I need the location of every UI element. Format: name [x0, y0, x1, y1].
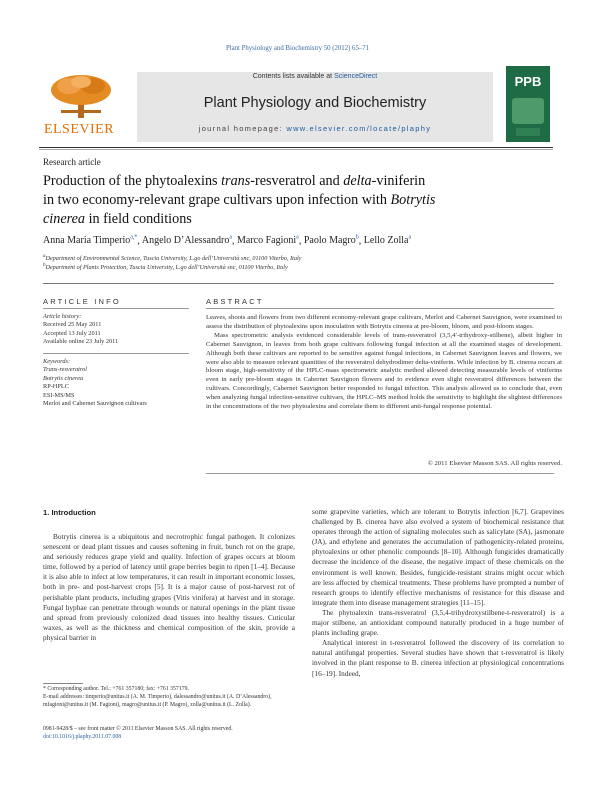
author-list: Anna Maria Timperio$^{a,*}$, Angelo D’Alessandro$^a$, Marco Fagioni$^a$, Paolo Magro$^b$, Lello Zolla$^a$ [43, 235, 412, 247]
article-type: Research article [43, 157, 101, 167]
elsevier-tree-icon [47, 74, 115, 118]
author[interactable]: Anna Maria Timperio$^{a,*}$ [43, 235, 138, 247]
affiliation: $^a$Department of Environmental Science, Tuscia University, L.go dell’Università snc, 01100 Viterbo, Italy [43, 254, 302, 263]
keywords: Keywords: Trans-resveratrol Botrytis cinerea RP-HPLC ESI-MS/MS Merlot and Cabernet Sauvignon cultivars [43, 358, 147, 408]
elsevier-logo[interactable] [39, 72, 137, 142]
author[interactable]: Angelo D’Alessandro$^a$ [141, 235, 232, 247]
section-rule [43, 283, 554, 284]
body-paragraph: The phytoalexin trans-resveratrol (3,5,4-trihydroxystilbene-t-resveratrol) is a major stilbene, an antioxidant compound naturally produced in a huge number of plants including grape. [312, 607, 564, 638]
body-column-left [43, 532, 295, 643]
email-addresses[interactable]: E-mail addresses: timperio@unitus.it (A. M. Timperio), dalessandro@unitus.it (A. D’Alessandro), mfagioni@unitus.it (M. Fagioni), magro@unitus.it (P. Magro), zolla@unitus.it (L. Zolla). [43, 693, 272, 708]
cover-plant-icon [512, 98, 544, 124]
body-paragraph: some grapevine varieties, which are tolerant to Botrytis infection [6,7]. Grapevines challenged by B. cinerea have also evolved a system of biochemical resistance that operates through the action of signaling molecules such as salicylate (SA), jasmonate (JA), and ethylene and generates the accumulation of pathogenicity-related proteins, phytoalexins or other phenolic compounds [8–10]. Although fungicides dramatically decrease the incidence of the disease, the negative impact of these chemicals on the environment is well known. Besides, fungicide-resistant strains might occur which are less affected by chemical treatments. These problems have prompted a number of research groups to identify effective mechanisms of resistance for this disease and integrate them into disease management strategies [11–15]. [312, 507, 564, 607]
doi-link[interactable]: doi:10.1016/j.plaphy.2011.07.008 [43, 733, 122, 740]
article-history: Article history: Received 25 May 2011 Accepted 13 July 2011 Available online 23 July 2011 [43, 313, 119, 346]
journal-reference[interactable]: Plant Physiology and Biochemistry 50 (2012) 65–71 [225, 45, 370, 52]
contents-line: Contents lists available at ScienceDirect [252, 73, 378, 80]
journal-homepage-link[interactable]: www.elsevier.com/locate/plaphy [286, 124, 432, 133]
journal-title: Plant Physiology and Biochemistry [203, 95, 427, 111]
journal-homepage: journal homepage: www.elsevier.com/locate/plaphy [198, 124, 432, 133]
abstract-copyright: © 2011 Elsevier Masson SAS. All rights reserved. [427, 460, 562, 467]
footnote [43, 686, 295, 709]
corresponding-author: * Corresponding author. Tel.: +761 357180; fax: +761 357179. [43, 686, 189, 692]
cover-band [516, 128, 540, 136]
page-footer [43, 726, 295, 742]
section-heading-introduction: 1. Introduction [43, 508, 96, 517]
body-paragraph: Analytical interest in t-resveratrol followed the discovery of its correlation to natural antifungal properties. Several studies have shown that t-resveratrol is likely involved in the plant response to B. cinerea infection at physiological concentrations [16–19]. Indeed, [312, 638, 564, 678]
author[interactable]: Paolo Magro$^b$ [303, 235, 359, 247]
author[interactable]: Lello Zolla$^a$ [363, 235, 412, 247]
header-rule [39, 147, 553, 148]
footnote-rule [43, 683, 83, 684]
body-column-right [312, 507, 564, 679]
affiliation: $^b$Department of Plants Protection, Tuscia University, L.go dell’Università snc, 01100 Viterbo, Italy [43, 263, 288, 272]
publisher-wordmark: ELSEVIER [43, 122, 115, 137]
journal-banner [137, 72, 493, 142]
abstract-heading: ABSTRACT [206, 297, 264, 306]
article-info-divider [43, 353, 189, 354]
abstract-end-rule [206, 473, 554, 474]
abstract-rule [206, 308, 554, 309]
sciencedirect-link[interactable]: ScienceDirect [334, 73, 378, 80]
header-rule-thin [39, 149, 553, 150]
cover-abbrev: PPB [514, 74, 542, 89]
article-title: Production of the phytoalexins trans-resveratrol and delta-viniferin in two economy-relevant grape cultivars upon infection with Botrytis cinerea in field conditions [43, 173, 436, 227]
article-info-rule [43, 308, 189, 309]
body-paragraph: Botrytis cinerea is a ubiquitous and necrotrophic fungal pathogen. It colonizes senescent or dead plant tissues and causes softening in fruit, bunch rot on the grape, and seriously reduces grape yield and quality. Infection of grapes occurs at bloom time, followed by a period of latency until grape berries begin to ripen [1–4]. Because it is also able to infect at low temperatures, it can result in important economic losses, both in pre- and post-harvest crops [5]. It is a major cause of post-harvest rot of perishable plant products, including grapes (Vitis vinifera) at harvest and in storage. Fungal hyphae can penetrate through wounds or natural openings in the plant tissue and spread from previously colonized dead tissues into healthy tissues. Cuticular waxes, as well as the thickness and chemical composition of the skin, provide a physical barrier in [43, 532, 295, 642]
abstract-body [206, 314, 562, 412]
journal-cover-thumbnail[interactable] [506, 66, 550, 142]
author[interactable]: Marco Fagioni$^a$ [237, 235, 299, 247]
abstract-paragraph: Mass spectrometric analysis evidenced considerable levels of trans-resveratrol (3,5,4′-trihydroxy-stilbene), albeit higher in Cabernet Sauvignon, in leaves from both grape cultivars following fungal infection at all the examined stages of development. Although both these cultivars are reported to be sensitive against fungal infections, in Cabernet Sauvignon leaves and flowers, we were also able to measure relevant quantities of the resveratrol dehydrodimer delta-viniferin. While infection by B. cinerea occurs at bloom stage, high-sensitivity of the HPLC-mass spectrometric analytic method allowed detecting measurable levels of viniferins even in early pre-bloom stages in Cabernet Sauvignon flowers and to evidence even slight resveratrol differences between the cultivars. Concordingly, Cabernet Sauvignon better responded to fungal infection. This analysis allowed us to conclude that, even when analyzing fungal infection-sensitive cultivars, the HPLC–MS method holds the sensitivity to highlight the slightest differences in the concentrations of the two phytoalexins and correlate them to different anti-fungal response potential. [206, 331, 562, 411]
abstract-paragraph: Leaves, shoots and flowers from two different economy-relevant grape cultivars, Merlot and Cabernet Sauvignon, were examined to assess the distribution of phytoalexins upon inoculation with Botrytis cinerea at pre-bloom, bloom, and post-bloom stages. [206, 314, 562, 330]
issn-line: 0981-9428/$ – see front matter © 2011 Elsevier Masson SAS. All rights reserved. [43, 726, 233, 732]
article-info-heading: ARTICLE INFO [43, 297, 121, 306]
